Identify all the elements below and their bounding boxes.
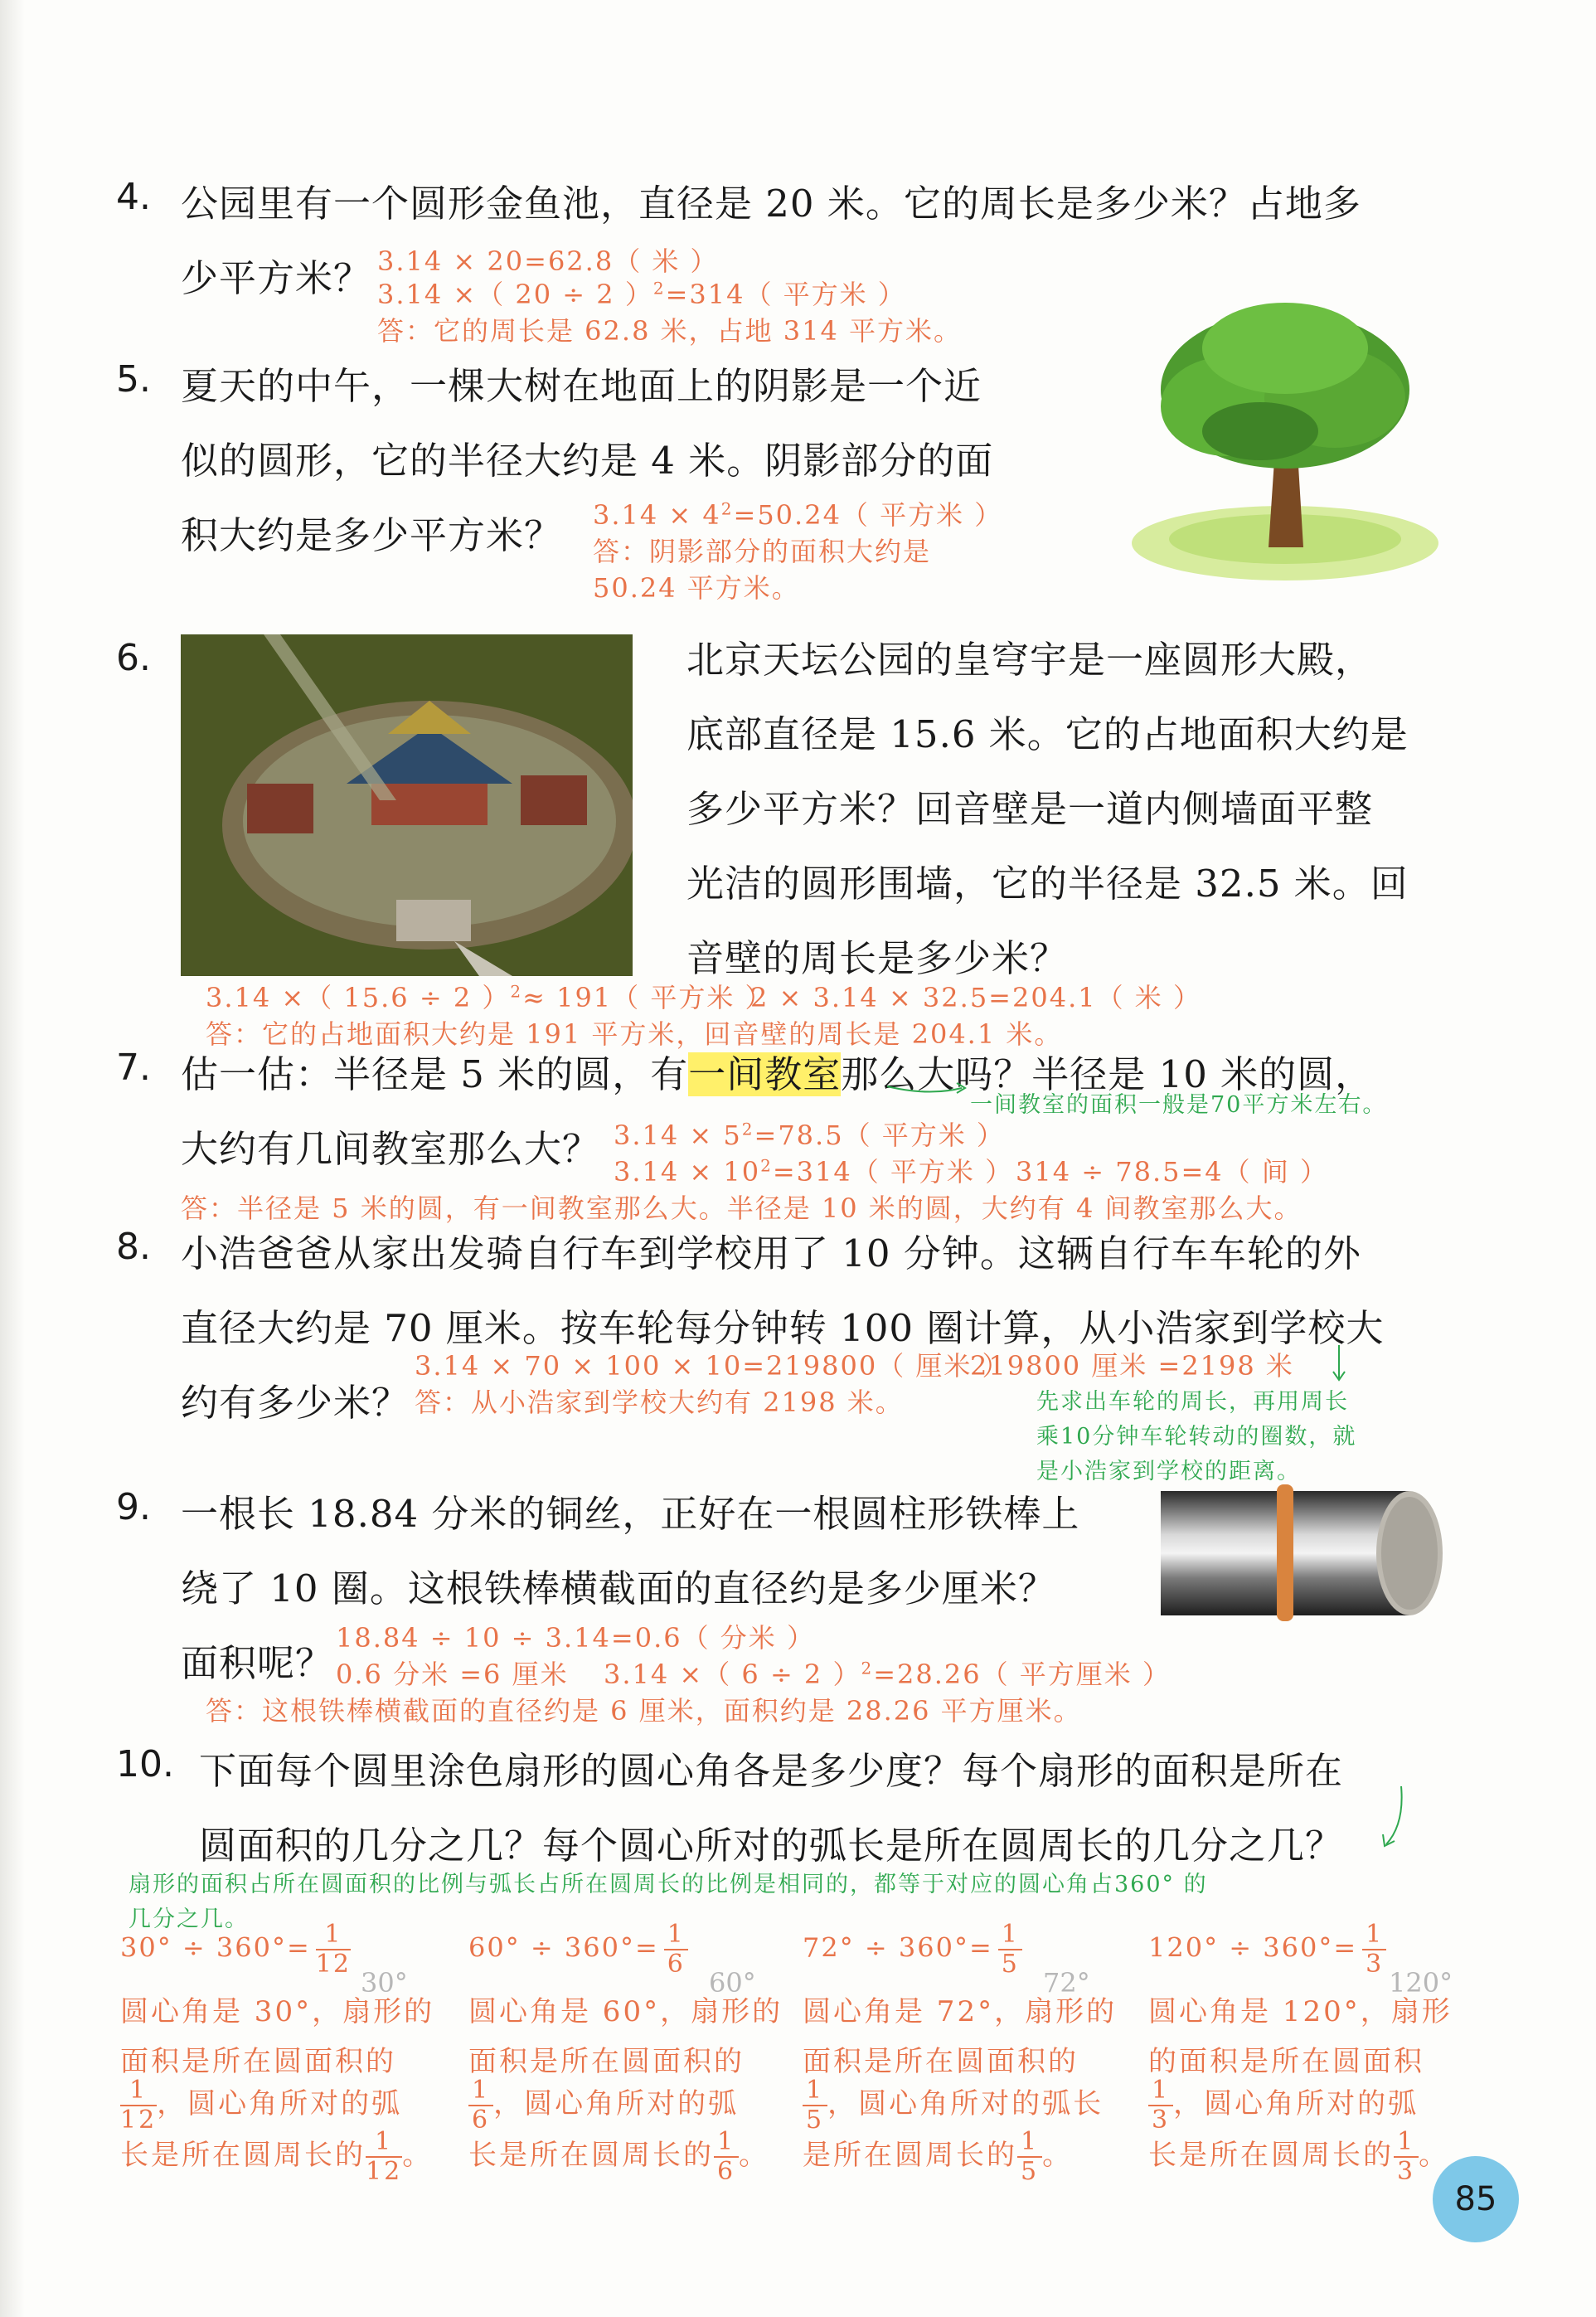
q10-explanation-line2: 面积是所在圆面积的 xyxy=(468,2045,745,2078)
q4-line2: 少平方米？ xyxy=(181,256,372,300)
q6-answer1: 3.14 ×（ 15.6 ÷ 2 ）$^2$≈ 191（ 平方米 ） xyxy=(206,981,774,1013)
q7-line2: 大约有几间教室那么大？ xyxy=(181,1127,601,1171)
q10-explanation-line1: 圆心角是 120°，扇形 xyxy=(1148,1995,1453,2028)
q6-line2: 底部直径是 15.6 米。它的占地面积大约是 xyxy=(686,712,1409,756)
q4-line1: 公园里有一个圆形金鱼池，直径是 20 米。它的周长是多少米？占地多 xyxy=(181,182,1361,226)
q10-note-line1: 扇形的面积占所在圆面积的比例与弧长占所在圆周长的比例是相同的，都等于对应的圆心角占360° 的 xyxy=(129,1872,1208,1897)
q8-answer1-right: 219800 厘米 =2198 米 xyxy=(970,1350,1294,1382)
q5-answer3: 50.24 平方米。 xyxy=(593,572,800,604)
q10-line2: 圆面积的几分之几？每个圆心所对的弧长是所在圆周长的几分之几？ xyxy=(199,1824,1344,1868)
q6-line4: 光洁的圆形围墙，它的半径是 32.5 米。回 xyxy=(686,862,1409,906)
q7-answer2: $3.14 \times 10^2=314$（ 平方米 ） xyxy=(614,1155,1014,1188)
q5-answer1: $3.14 \times 4^2=50.24$（ 平方米 ） xyxy=(593,498,1003,531)
q9-line1: 一根长 18.84 分米的铜丝，正好在一根圆柱形铁棒上 xyxy=(181,1492,1080,1536)
q5-number: 5. xyxy=(116,358,151,401)
q10-note-line2: 几分之几。 xyxy=(129,1907,249,1932)
q6-answer1-right: 2 × 3.14 × 32.5=204.1（ 米 ） xyxy=(750,982,1201,1013)
q10-explanation-line4: 长是所在圆周长的 $\frac{1}{12}$ 。 xyxy=(120,2127,434,2186)
q10-equation: 60° ÷ 360°= $\frac{1}{6}$ xyxy=(468,1922,688,1977)
q9-answer2-right: 3.14 ×（ 6 ÷ 2 ）$^2$=28.26（ 平方厘米 ） xyxy=(604,1658,1171,1690)
q10-explanation-line1: 圆心角是 72°，扇形的 xyxy=(803,1995,1118,2028)
page-edge xyxy=(0,0,25,2317)
q10-explanation-line3: $\frac{1}{5}$ ，圆心角所对的弧长 xyxy=(803,2078,1104,2133)
q7-highlight: 一间教室 xyxy=(688,1052,842,1096)
q9-number: 9. xyxy=(116,1486,151,1528)
q6-line1: 北京天坛公园的皇穹宇是一座圆形大殿， xyxy=(686,638,1374,682)
q7-number: 7. xyxy=(116,1047,151,1089)
q8-line1: 小浩爸爸从家出发骑自行车到学校用了 10 分钟。这辆自行车车轮的外 xyxy=(181,1231,1361,1275)
q10-angle-label: 30° xyxy=(361,1967,408,1999)
q8-answer1: 3.14 × 70 × 100 × 10=219800（ 厘米 ） xyxy=(415,1350,1011,1382)
q10-explanation-line1: 圆心角是 30°，扇形的 xyxy=(120,1995,435,2028)
q10-angle-label: 72° xyxy=(1043,1967,1090,1999)
q8-line3: 约有多少米？ xyxy=(181,1381,410,1425)
temple-of-heaven-photo xyxy=(181,634,633,976)
q5-answer2: 答：阴影部分的面积大约是 xyxy=(593,536,932,567)
q10-explanation-line1: 圆心角是 60°，扇形的 xyxy=(468,1995,783,2028)
q9-answer2: 0.6 分米 =6 厘米 xyxy=(336,1659,569,1690)
q6-number: 6. xyxy=(116,637,151,679)
q4-number: 4. xyxy=(116,176,151,218)
q9-line3: 面积呢？ xyxy=(181,1641,334,1685)
q10-explanation-line4: 是所在圆周长的 $\frac{1}{5}$ 。 xyxy=(803,2127,1074,2186)
q7-answer2-right: 314 ÷ 78.5=4（ 间 ） xyxy=(1016,1156,1329,1188)
q5-line2: 似的圆形，它的半径大约是 4 米。阴影部分的面 xyxy=(181,439,994,483)
q8-answer2: 答：从小浩家到学校大约有 2198 米。 xyxy=(415,1387,904,1418)
q10-explanation-line3: $\frac{1}{3}$ ，圆心角所对的弧 xyxy=(1148,2078,1419,2133)
q7-answer1: $3.14 \times 5^2=78.5$（ 平方米 ） xyxy=(614,1119,1005,1151)
q6-line3: 多少平方米？回音壁是一道内侧墙面平整 xyxy=(686,787,1374,831)
q9-answer3: 答：这根铁棒横截面的直径约是 6 厘米，面积约是 28.26 平方厘米。 xyxy=(206,1695,1082,1727)
q10-number: 10. xyxy=(116,1743,174,1785)
q8-note-line1: 先求出车轮的周长，再用周长 xyxy=(1036,1389,1349,1415)
q5-line1: 夏天的中午，一棵大树在地面上的阴影是一个近 xyxy=(181,364,982,408)
q10-equation: 120° ÷ 360°= $\frac{1}{3}$ xyxy=(1148,1922,1386,1977)
q7-note-arrow xyxy=(879,1071,978,1105)
page-number: 85 xyxy=(1433,2156,1519,2242)
q8-line2: 直径大约是 70 厘米。按车轮每分钟转 100 圈计算，从小浩家到学校大 xyxy=(181,1306,1385,1350)
q5-line3: 积大约是多少平方米？ xyxy=(181,513,563,557)
q7-answer3: 答：半径是 5 米的圆，有一间教室那么大。半径是 10 米的圆，大约有 4 间教室那么大。 xyxy=(181,1193,1303,1224)
q7-note: 一间教室的面积一般是70平方米左右。 xyxy=(970,1092,1387,1118)
q8-note-arrow xyxy=(1327,1342,1351,1383)
q10-note-arrow xyxy=(1376,1783,1409,1849)
q10-line1: 下面每个圆里涂色扇形的圆心角各是多少度？每个扇形的面积是所在 xyxy=(199,1749,1344,1793)
q9-line2: 绕了 10 圈。这根铁棒横截面的直径约是多少厘米？ xyxy=(181,1567,1056,1610)
q10-explanation-line2: 面积是所在圆面积的 xyxy=(803,2045,1079,2078)
iron-rod-with-wire-image xyxy=(1161,1484,1447,1621)
q6-answer2: 答：它的占地面积大约是 191 平方米，回音壁的周长是 204.1 米。 xyxy=(206,1018,1063,1050)
q10-equation: 30° ÷ 360°= $\frac{1}{12}$ xyxy=(120,1920,351,1979)
q10-angle-label: 120° xyxy=(1389,1967,1453,1999)
q8-note-line2: 乘10分钟车轮转动的圈数，就 xyxy=(1036,1424,1357,1450)
q10-explanation-line3: $\frac{1}{12}$ ，圆心角所对的弧 xyxy=(120,2076,403,2135)
q10-explanation-line2: 面积是所在圆面积的 xyxy=(120,2045,396,2078)
q10-explanation-line2: 的面积是所在圆面积 xyxy=(1148,2045,1424,2078)
q10-angle-label: 60° xyxy=(709,1967,756,1999)
q9-answer1: 18.84 ÷ 10 ÷ 3.14=0.6（ 分米 ） xyxy=(336,1622,815,1654)
q7-line1: 估一估：半径是 5 米的圆，有一间教室那么大吗？半径是 10 米的圆， xyxy=(181,1052,1374,1096)
q10-explanation-line3: $\frac{1}{6}$ ，圆心角所对的弧 xyxy=(468,2078,739,2133)
q10-explanation-line4: 长是所在圆周长的 $\frac{1}{3}$ 。 xyxy=(1148,2127,1450,2186)
q8-note-line3: 是小浩家到学校的距离。 xyxy=(1036,1459,1301,1484)
q10-explanation-line4: 长是所在圆周长的 $\frac{1}{6}$ 。 xyxy=(468,2127,770,2186)
q4-answer1: 3.14 × 20=62.8（ 米 ） xyxy=(377,245,719,277)
q4-answer2: 3.14 ×（ 20 ÷ 2 ）$^2$=314（ 平方米 ） xyxy=(377,278,906,310)
tree-illustration xyxy=(1128,299,1443,589)
q10-equation: 72° ÷ 360°= $\frac{1}{5}$ xyxy=(803,1922,1022,1977)
q8-number: 8. xyxy=(116,1226,151,1268)
q6-line5: 音壁的周长是多少米？ xyxy=(686,936,1069,980)
q4-answer3: 答：它的周长是 62.8 米，占地 314 平方米。 xyxy=(377,315,963,347)
